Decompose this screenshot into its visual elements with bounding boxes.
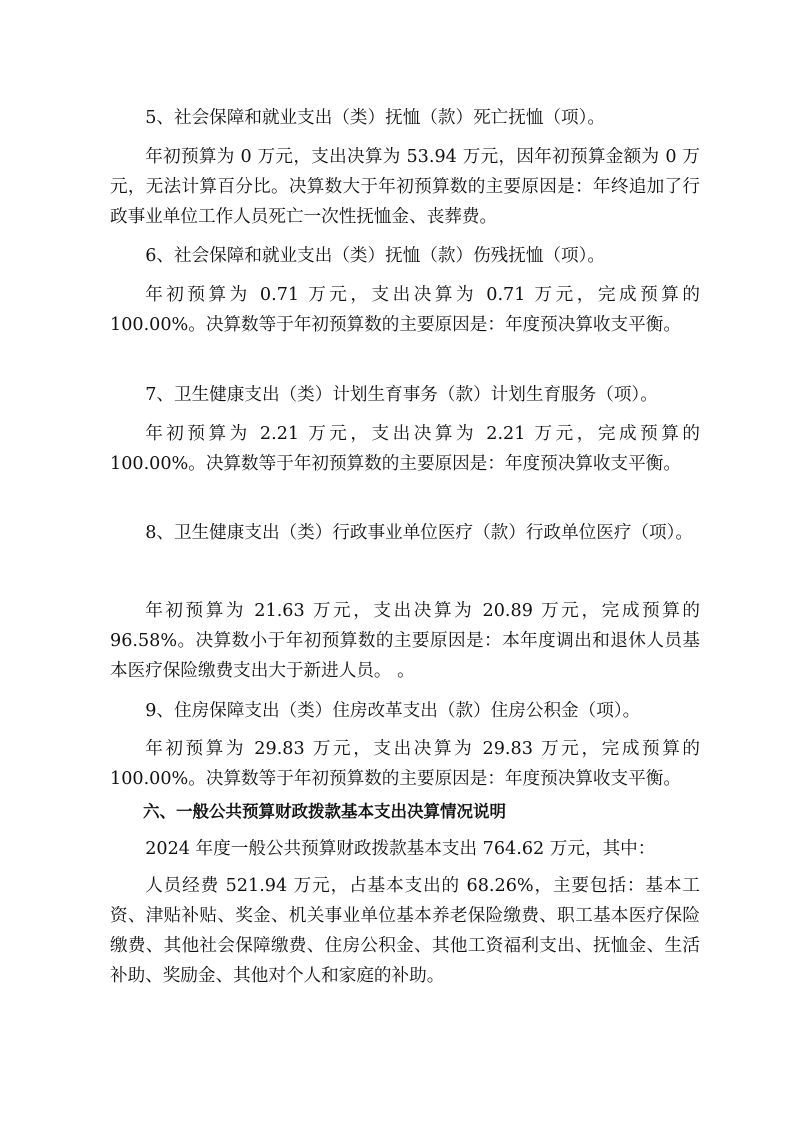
paragraph: 年初预算为 0 万元，支出决算为 53.94 万元，因年初预算金额为 0 万元，无法计算百分比。决算数大于年初预算数的主要原因是：年终追加了行政事业单位工作人员死亡一次性抚恤金、丧葬费。	[110, 147, 700, 227]
paragraph: 2024 年度一般公共预算财政拨款基本支出 764.62 万元，其中：	[145, 839, 656, 859]
section-6-personnel	[110, 871, 700, 991]
item-6-body	[110, 280, 700, 340]
paragraph: 8、卫生健康支出（类）行政事业单位医疗（款）行政单位医疗（项）。	[145, 523, 693, 543]
section-6-heading	[110, 797, 700, 827]
item-8-heading	[110, 518, 700, 548]
item-5-heading	[110, 103, 700, 133]
section-heading: 六、一般公共预算财政拨款基本支出决算情况说明	[143, 802, 506, 821]
paragraph: 年初预算为 2.21 万元，支出决算为 2.21 万元，完成预算的 100.00%。决算数等于年初预算数的主要原因是：年度预决算收支平衡。	[110, 424, 700, 474]
item-6-heading	[110, 241, 700, 271]
item-9-heading	[110, 696, 700, 726]
paragraph: 年初预算为 21.63 万元，支出决算为 20.89 万元，完成预算的 96.58%。决算数小于年初预算数的主要原因是：本年度调出和退休人员基本医疗保险缴费支出大于新进人员。 。	[110, 601, 700, 681]
item-7-body	[110, 419, 700, 479]
paragraph: 年初预算为 0.71 万元，支出决算为 0.71 万元，完成预算的 100.00%。决算数等于年初预算数的主要原因是：年度预决算收支平衡。	[110, 285, 700, 335]
item-9-body	[110, 734, 700, 794]
item-8-body	[110, 596, 700, 686]
paragraph: 年初预算为 29.83 万元，支出决算为 29.83 万元，完成预算的 100.00%。决算数等于年初预算数的主要原因是：年度预决算收支平衡。	[110, 739, 700, 789]
item-7-heading	[110, 380, 700, 410]
item-5-body	[110, 142, 700, 232]
section-6-intro	[110, 834, 700, 864]
paragraph: 人员经费 521.94 万元，占基本支出的 68.26%，主要包括：基本工资、津贴补贴、奖金、机关事业单位基本养老保险缴费、职工基本医疗保险缴费、其他社会保障缴费、住房公积金、其他工资福利支出、抚恤金、生活补助、奖励金、其他对个人和家庭的补助。	[110, 876, 700, 986]
paragraph: 7、卫生健康支出（类）计划生育事务（款）计划生育服务（项）。	[145, 385, 658, 405]
paragraph: 5、社会保障和就业支出（类）抚恤（款）死亡抚恤（项）。	[145, 108, 606, 128]
paragraph: 9、住房保障支出（类）住房改革支出（款）住房公积金（项）。	[145, 701, 641, 721]
paragraph: 6、社会保障和就业支出（类）抚恤（款）伤残抚恤（项）。	[145, 246, 606, 266]
